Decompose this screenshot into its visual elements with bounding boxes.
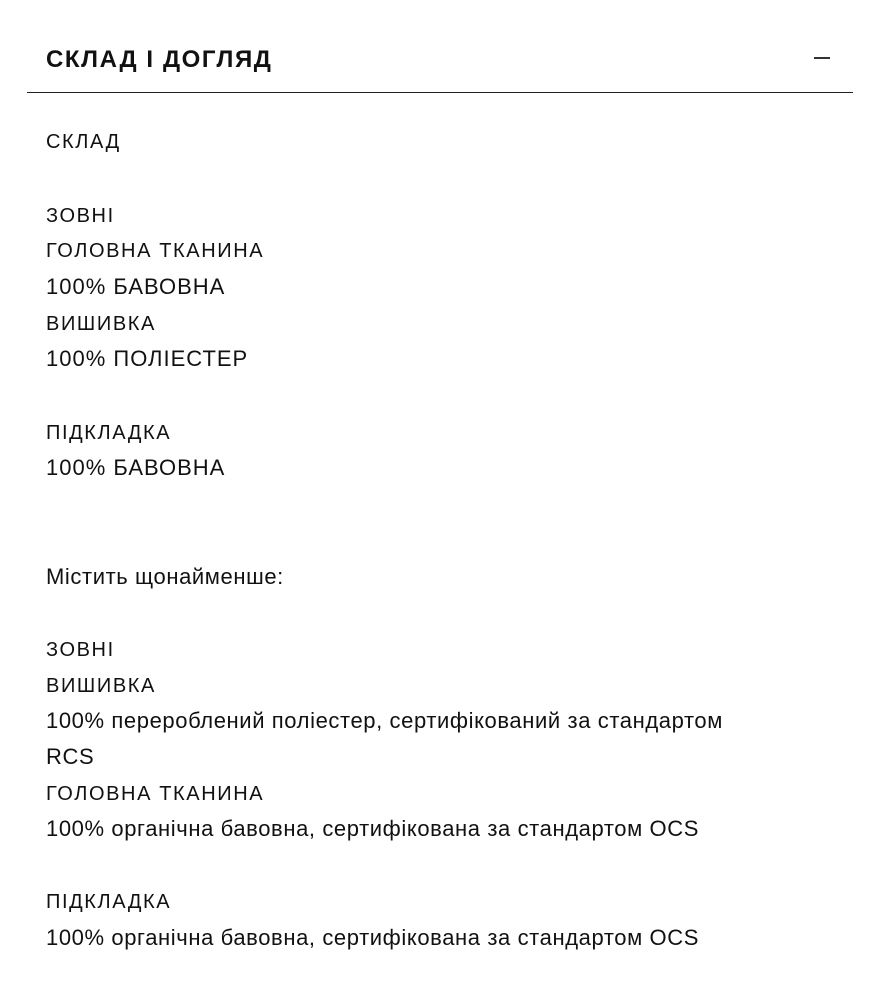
outer-label: ЗОВНІ <box>46 205 115 227</box>
lining-label: ПІДКЛАДКА <box>46 422 172 444</box>
minus-icon[interactable] <box>812 48 832 68</box>
main-fabric-label: ГОЛОВНА ТКАНИНА <box>46 240 265 262</box>
certified-embroidery-label: ВИШИВКА <box>46 675 156 697</box>
contains-at-least-intro: Містить щонайменше: <box>46 564 284 589</box>
certified-outer-label: ЗОВНІ <box>46 639 115 661</box>
embroidery-label: ВИШИВКА <box>46 313 156 335</box>
composition-care-accordion-header[interactable] <box>27 0 853 93</box>
section-title: СКЛАД І ДОГЛЯД <box>46 46 273 73</box>
certified-main-fabric-value: 100% органічна бавовна, сертифікована за стандартом OCS <box>46 816 699 841</box>
main-fabric-value: 100% БАВОВНА <box>46 274 226 299</box>
composition-heading: СКЛАД <box>46 131 121 153</box>
certified-embroidery-value: 100% перероблений поліестер, сертифікований за стандартом <box>46 708 723 733</box>
certified-lining-label: ПІДКЛАДКА <box>46 891 172 913</box>
certified-embroidery-value-cont: RCS <box>46 744 95 769</box>
lining-value: 100% БАВОВНА <box>46 455 226 480</box>
certified-lining-value: 100% органічна бавовна, сертифікована за стандартом OCS <box>46 925 699 950</box>
certified-main-fabric-label: ГОЛОВНА ТКАНИНА <box>46 783 265 805</box>
embroidery-value: 100% ПОЛІЕСТЕР <box>46 346 249 371</box>
